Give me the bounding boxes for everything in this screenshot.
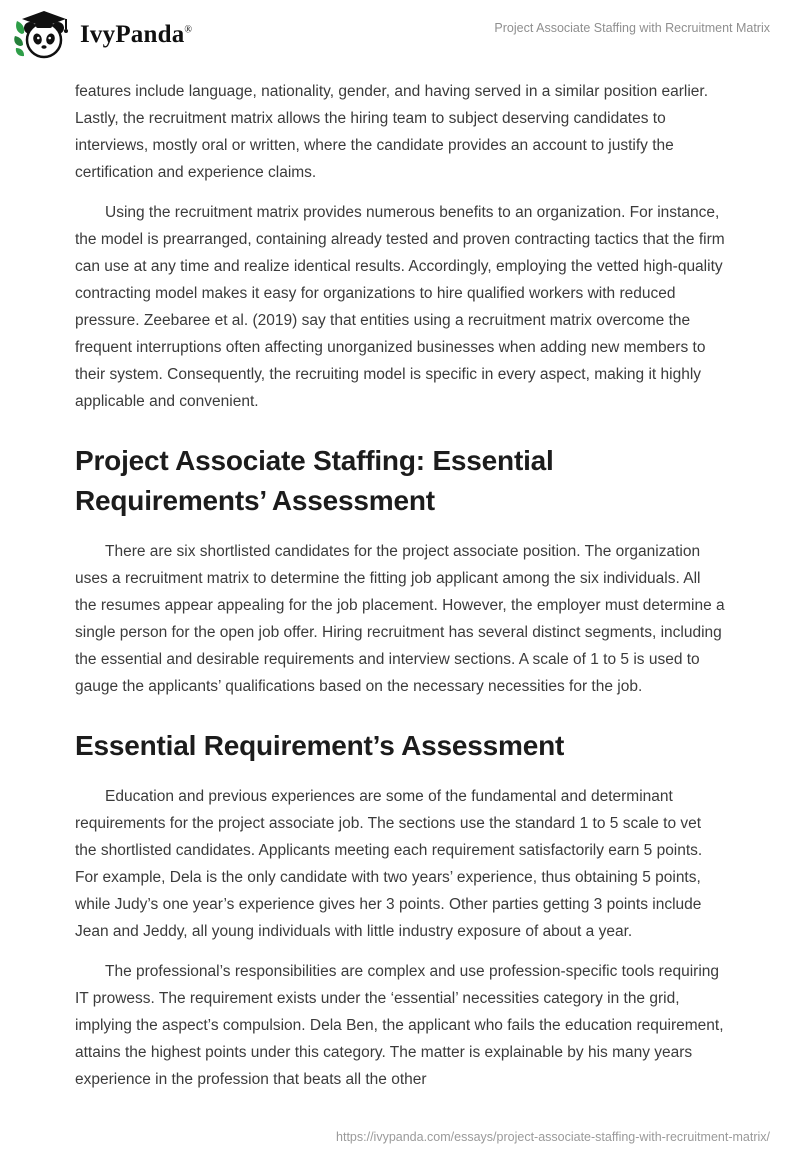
panda-graduation-cap-icon <box>14 10 70 60</box>
paragraph: There are six shortlisted candidates for the project associate position. The organization uses a recruitment matrix to determine the fitting job applicant among the six individuals. All the resumes appear appealing for the job placement. However, the employer must determine a single person for the open job offer. Hiring recruitment has several distinct segments, including the essential and desirable requirements and interview sections. A scale of 1 to 5 is used to gauge the applicants’ qualifications based on the necessary necessities for the job. <box>75 543 725 695</box>
page-footer <box>336 1128 770 1146</box>
paragraph: features include language, nationality, gender, and having served in a similar position earlier. Lastly, the recruitment matrix allows the hiring team to subject deserving candidates to interviews, mostly oral or written, where the candidate provides an account to justify the certification and experience claims. <box>75 83 709 181</box>
brand-name <box>80 21 192 49</box>
paragraph: The professional’s responsibilities are complex and use profession-specific tools requiring IT prowess. The requirement exists under the ‘essential’ necessities category in the grid, implying the aspect’s compulsion. Dela Ben, the applicant who fails the education requirement, attains the highest points under this category. The matter is explainable by his many years experience in the profession that beats all the other <box>75 963 724 1088</box>
paragraph: Using the recruitment matrix provides numerous benefits to an organization. For instance, the model is prearranged, containing already tested and proven contracting tactics that the firm can use at any time and realize identical results. Accordingly, employing the vetted high-quality contracting model makes it easy for organizations to hire qualified workers with reduced pressure. Zeebaree et al. (2019) say that entities using a recruitment matrix overcome the frequent interruptions often affecting unorganized businesses when adding new members to their system. Consequently, the recruiting model is specific in every aspect, making it highly applicable and convenient. <box>75 204 725 410</box>
section-heading-essential-requirements-assessment: Project Associate Staffing: Essential Requirements’ Assessment <box>75 445 554 516</box>
document-title: Project Associate Staffing with Recruitment Matrix <box>494 21 770 35</box>
registered-trademark: ® <box>184 24 193 36</box>
brand-name-text: IvyPanda <box>80 21 185 48</box>
essay-content <box>0 62 800 1093</box>
section-heading-essential-requirement-assessment: Essential Requirement’s Assessment <box>75 730 565 761</box>
paragraph: Education and previous experiences are some of the fundamental and determinant requirements for the project associate job. The sections use the standard 1 to 5 scale to vet the shortlisted candidates. Applicants meeting each requirement satisfactorily earn 5 points. For example, Dela is the only candidate with two years’ experience, thus obtaining 5 points, while Judy’s one year’s experience gives her 3 points. Other parties getting 3 points include Jean and Jeddy, all young individuals with little industry exposure of about a year. <box>75 788 703 940</box>
source-url-link[interactable]: https://ivypanda.com/essays/project-associate-staffing-with-recruitment-matrix/ <box>336 1130 770 1144</box>
ivypanda-logo[interactable] <box>14 10 192 60</box>
page-header <box>0 0 800 62</box>
